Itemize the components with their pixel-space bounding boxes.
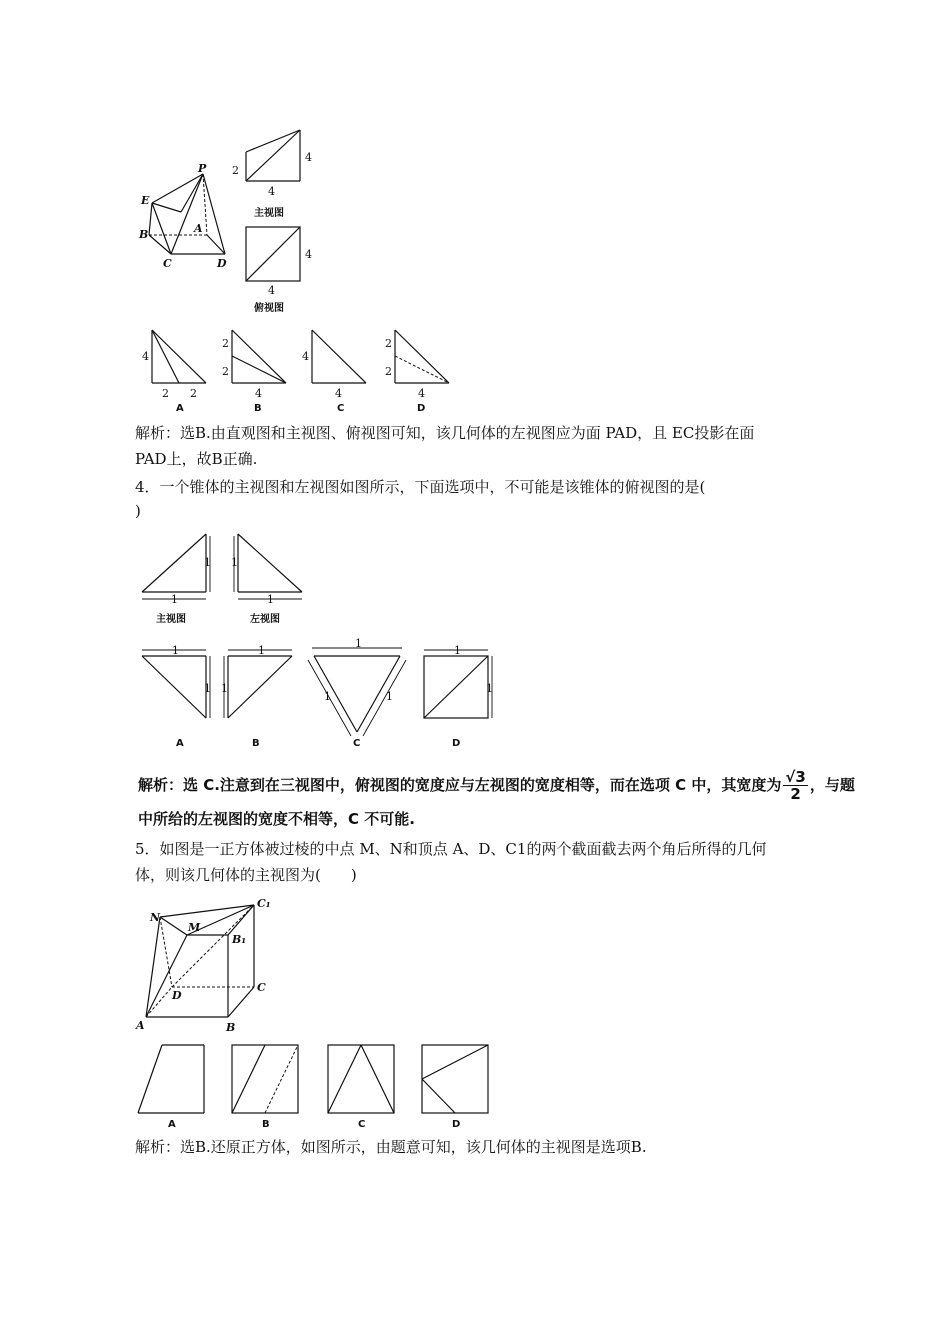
label-d: D (217, 257, 227, 270)
caption-top-view: 俯视图 (254, 303, 284, 314)
dim-0: 1 (258, 644, 265, 657)
dim-0: 4 (302, 350, 309, 363)
dim-h: 1 (204, 556, 211, 569)
cube-figure (132, 895, 282, 1035)
question-p4-line1: 4．一个锥体的主视图和左视图如图所示，下面选项中，不可能是该锥体的俯视图的是( (135, 478, 706, 496)
label-d: D (172, 989, 182, 1002)
dim-1: 1 (204, 682, 211, 695)
dim-1: 2 (385, 365, 392, 378)
label-a: A (136, 1019, 145, 1032)
label-n: N (150, 911, 161, 924)
option-label: A (176, 738, 184, 749)
option-label: C (353, 738, 361, 749)
label-b: B (226, 1021, 236, 1034)
label-c: C (257, 981, 266, 994)
pyramid-figure (135, 160, 235, 270)
option-b-p3 (220, 325, 295, 415)
dim-1: 2 (162, 387, 169, 400)
dim-0: 1 (454, 644, 461, 657)
label-p: P (198, 162, 207, 175)
option-d-p3 (383, 325, 458, 415)
solution-p5: 解析：选B.还原正方体，如图所示，由题意可知，该几何体的主视图是选项B. (135, 1138, 647, 1156)
dim-bottom: 4 (268, 284, 275, 297)
label-b1: B₁ (232, 933, 247, 946)
option-label: A (168, 1119, 176, 1130)
option-label: C (337, 403, 345, 414)
dim-right: 4 (305, 151, 312, 164)
option-c-p3 (300, 325, 375, 415)
option-label: A (176, 403, 184, 414)
option-b-p4 (220, 642, 300, 752)
option-label: D (452, 738, 461, 749)
frac-den: 2 (790, 785, 801, 803)
label-a: A (194, 222, 203, 235)
option-d-p4 (420, 642, 505, 752)
front-view-p4 (138, 530, 218, 630)
option-label: B (252, 738, 260, 749)
caption-front: 主视图 (156, 614, 186, 625)
dim-0: 2 (385, 337, 392, 350)
fraction (783, 769, 807, 802)
left-view-p4 (230, 530, 310, 630)
option-c-p5 (326, 1043, 398, 1133)
label-c: C (163, 257, 172, 270)
solution-p4-part1: 解析：选 C.注意到在三视图中，俯视图的宽度应与左视图的宽度相等，而在选项 C 中，其宽度为 (138, 776, 782, 794)
question-p4-line2: ) (135, 502, 141, 520)
dim-w: 1 (267, 593, 274, 606)
dim-2: 1 (386, 690, 393, 703)
question-p5-line2: 体，则该几何体的主视图为( ) (135, 866, 357, 884)
dim-2: 4 (255, 387, 262, 400)
solution-p3-line1: 解析：选B.由直观图和主视图、俯视图可知，该几何体的左视图应为面 PAD，且 EC投影在面 (135, 424, 755, 442)
solution-p4-line1 (138, 768, 855, 802)
solution-p4-line2: 中所给的左视图的宽度不相等，C 不可能. (138, 810, 415, 828)
frac-num: √3 (785, 768, 806, 786)
option-label: D (452, 1119, 461, 1130)
dim-1: 1 (221, 682, 228, 695)
option-label: B (254, 403, 262, 414)
dim-bottom: 4 (268, 185, 275, 198)
caption-front-view: 主视图 (254, 208, 284, 219)
label-c1: C₁ (257, 897, 271, 910)
dim-left: 2 (232, 164, 239, 177)
dim-1: 1 (486, 682, 493, 695)
dim-0: 1 (172, 644, 179, 657)
dim-0: 1 (355, 637, 362, 650)
option-label: C (358, 1119, 366, 1130)
option-a-p3 (140, 325, 215, 415)
option-label: B (262, 1119, 270, 1130)
option-a-p5 (136, 1043, 208, 1133)
caption-left: 左视图 (250, 614, 280, 625)
dim-2: 4 (418, 387, 425, 400)
top-view-p3 (228, 222, 318, 317)
dim-1: 4 (335, 387, 342, 400)
option-c-p4 (302, 636, 412, 752)
dim-1: 2 (222, 365, 229, 378)
dim-0: 4 (142, 350, 149, 363)
dim-h: 1 (231, 556, 238, 569)
dim-w: 1 (171, 593, 178, 606)
option-d-p5 (420, 1043, 492, 1133)
dim-right: 4 (305, 248, 312, 261)
dim-0: 2 (222, 337, 229, 350)
dim-2: 2 (190, 387, 197, 400)
dim-1: 1 (324, 690, 331, 703)
label-b: B (139, 228, 149, 241)
label-m: M (188, 921, 201, 934)
question-p5-line1: 5．如图是一正方体被过棱的中点 M、N和顶点 A、D、C1的两个截面截去两个角后所得的几何 (135, 840, 767, 858)
solution-p4-part2: ，与题 (809, 776, 855, 794)
label-e: E (141, 194, 150, 207)
option-b-p5 (230, 1043, 302, 1133)
option-a-p4 (138, 642, 218, 752)
option-label: D (417, 403, 426, 414)
front-view-p3 (228, 125, 318, 230)
solution-p3-line2: PAD上，故B正确. (135, 450, 258, 468)
